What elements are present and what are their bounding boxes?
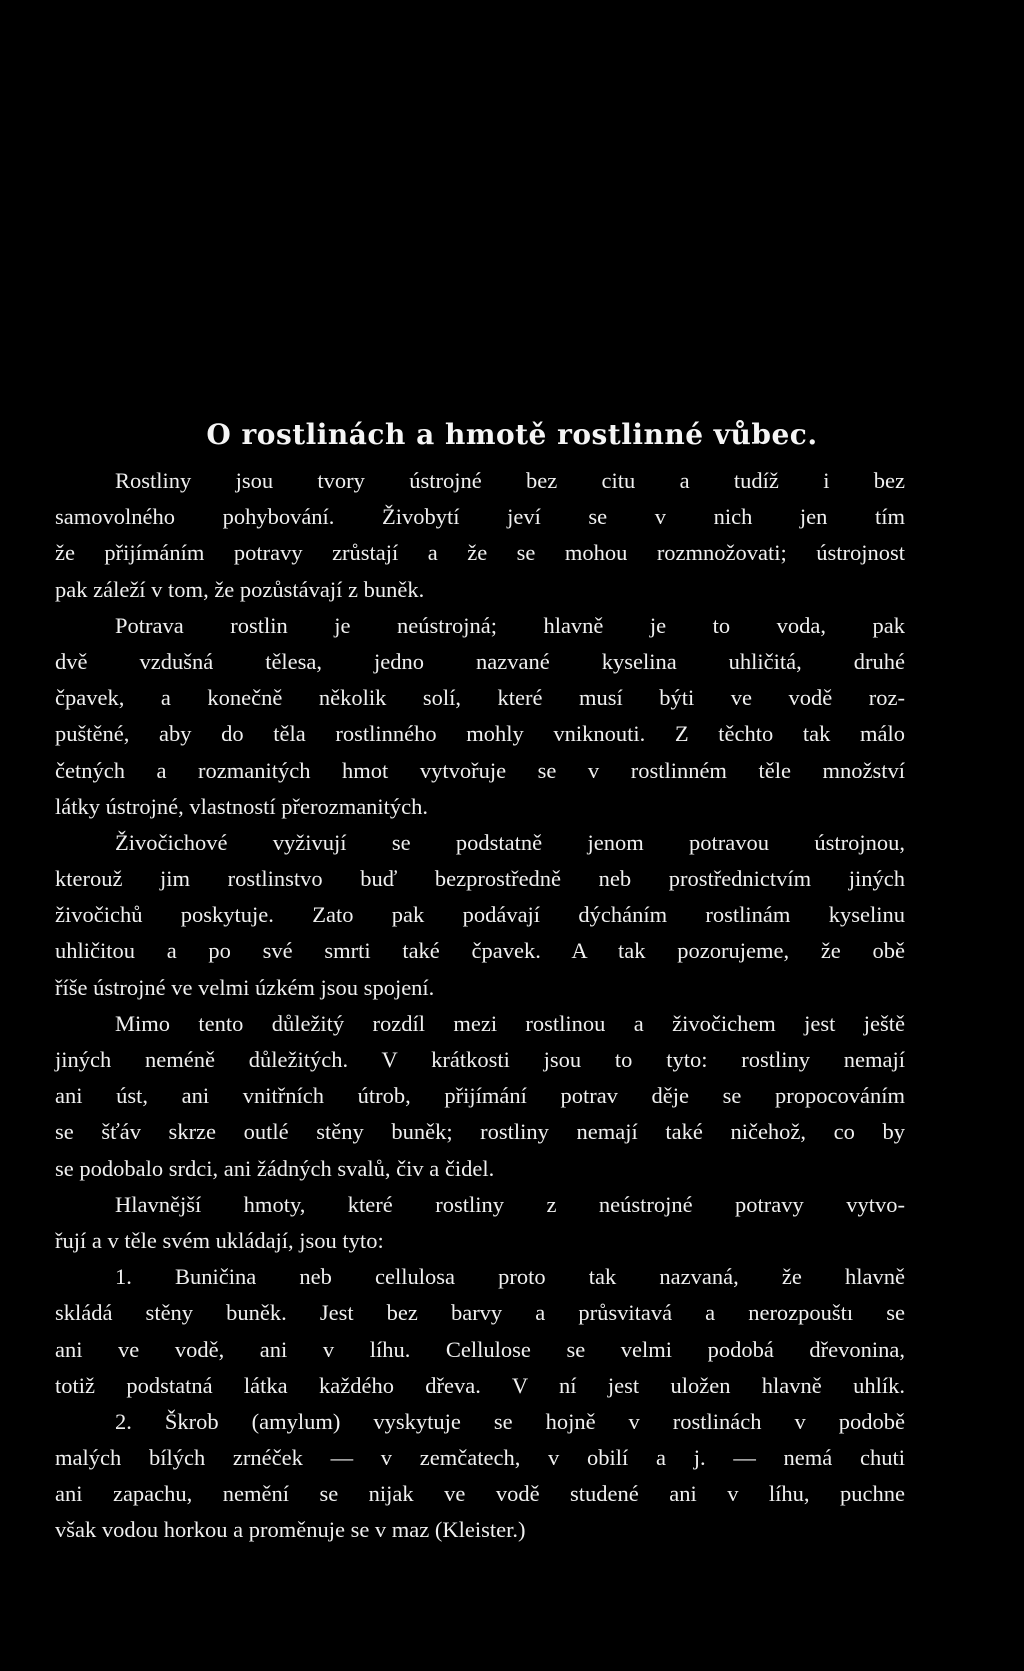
text-line: uhličitou a po své smrti také čpavek. A tak pozorujeme, že obě <box>55 938 905 964</box>
text-line: puštěné, aby do těla rostlinného mohly vniknouti. Z těchto tak málo <box>55 721 905 747</box>
text-line: látky ústrojné, vlastností přerozmanitých. <box>55 793 429 819</box>
text-line: dvě vzdušná tělesa, jedno nazvané kyselina uhličitá, druhé <box>55 648 905 674</box>
text-line: pak záleží v tom, že pozůstávají z buněk. <box>55 576 425 602</box>
text-line: samovolného pohybování. Živobytí jeví se v nich jen tím <box>55 504 905 530</box>
text-line: že přijímáním potravy zrůstají a že se mohou rozmnožovati; ústrojnost <box>55 540 905 566</box>
text-line: živočichů poskytuje. Zato pak podávají dýcháním rostlinám kyselinu <box>55 902 905 928</box>
text-line: se podobalo srdci, ani žádných svalů, čiv a čidel. <box>55 1155 495 1181</box>
text-line: jiných neméně důležitých. V krátkosti jsou to tyto: rostliny nemají <box>55 1047 905 1072</box>
text-line: říše ústrojné ve velmi úzkém jsou spojení. <box>55 974 435 1000</box>
text-line: však vodou horkou a proměnuje se v maz (Kleister.) <box>55 1517 526 1543</box>
text-line: řují a v těle svém ukládají, jsou tyto: <box>55 1227 384 1253</box>
text-line: ani úst, ani vnitřních útrob, přijímání potrav děje se propocováním <box>55 1083 905 1109</box>
body-text <box>55 463 905 1549</box>
text-line: 2. Škrob (amylum) vyskytuje se hojně v rostlinách v podobě <box>115 1408 905 1434</box>
page-title: O rostlinách a hmotě rostlinné vůbec. <box>206 418 818 451</box>
text-line: Potrava rostlin je neústrojná; hlavně je to voda, pak <box>115 612 905 638</box>
text-line: četných a rozmanitých hmot vytvořuje se v rostlinném těle množství <box>55 757 905 783</box>
text-line: se šťáv skrze outlé stěny buněk; rostliny nemají také ničehož, co by <box>55 1119 905 1145</box>
text-line: kterouž jim rostlinstvo buď bezprostředně neb prostřednictvím jiných <box>55 866 905 892</box>
text-line: Hlavnější hmoty, které rostliny z neústrojné potravy vytvo- <box>115 1191 905 1217</box>
text-line: Mimo tento důležitý rozdíl mezi rostlinou a živočichem jest ještě <box>115 1010 905 1036</box>
text-line: Živočichové vyživují se podstatně jenom potravou ústrojnou, <box>115 829 905 855</box>
text-line: ani ve vodě, ani v líhu. Cellulose se velmi podobá dřevonina, <box>55 1336 905 1362</box>
text-line: totiž podstatná látka každého dřeva. V ní jest uložen hlavně uhlík. <box>55 1372 905 1398</box>
text-line: 1. Buničina neb cellulosa proto tak nazvaná, že hlavně <box>115 1264 905 1290</box>
text-line: Rostliny jsou tvory ústrojné bez citu a tudíž i bez <box>115 468 905 493</box>
text-line: malých bílých zrnéček — v zemčatech, v obilí a j. — nemá chuti <box>55 1445 905 1471</box>
text-line: skládá stěny buněk. Jest bez barvy a průsvitavá a nerozpouštı se <box>55 1300 905 1326</box>
text-line: ani zapachu, nemění se nijak ve vodě studené ani v líhu, puchne <box>55 1481 905 1507</box>
text-line: čpavek, a konečně několik solí, které musí býti ve vodě roz- <box>55 685 905 711</box>
